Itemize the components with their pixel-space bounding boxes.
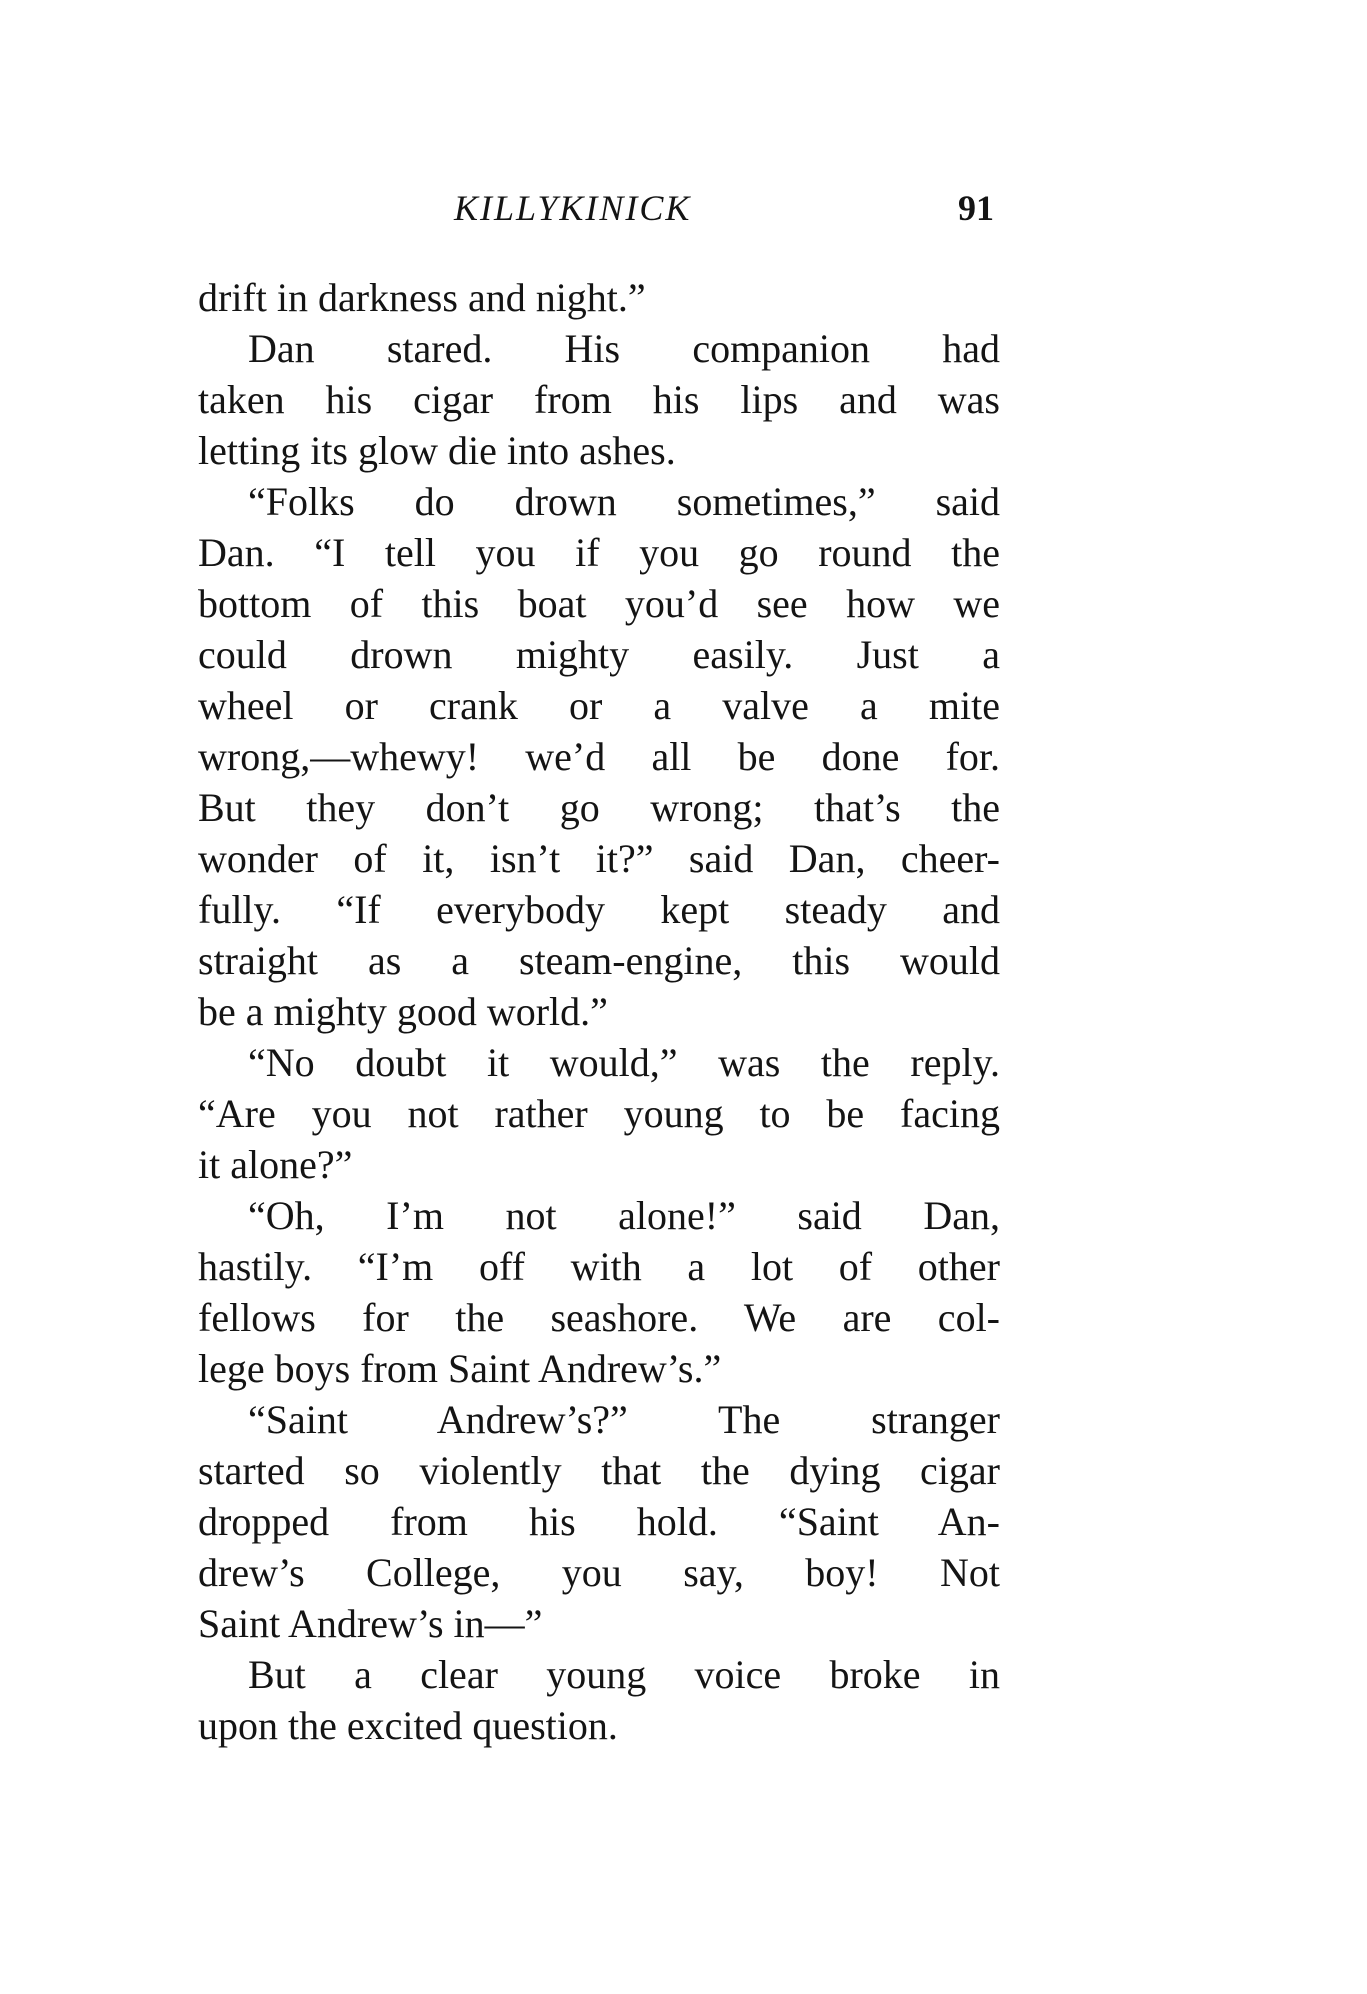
text-line: Dan stared. His companion had (248, 326, 1000, 371)
text-line: wrong,—whewy! we’d all be done for. (198, 734, 1000, 779)
paragraph (198, 272, 1000, 323)
text-line: straight as a steam-engine, this would (198, 938, 1000, 983)
text-line: drew’s College, you say, boy! Not (198, 1550, 1000, 1595)
text-line: But a clear young voice broke in (248, 1652, 1000, 1697)
text-line: “Are you not rather young to be facing (198, 1091, 1000, 1136)
text-line: it alone?” (198, 1142, 353, 1187)
text-line: letting its glow die into ashes. (198, 428, 676, 473)
text-line: Saint Andrew’s in—” (198, 1601, 543, 1646)
text-line: hastily. “I’m off with a lot of other (198, 1244, 1000, 1289)
paragraph (198, 323, 1000, 476)
text-line: wheel or crank or a valve a mite (198, 683, 1000, 728)
text-line: fully. “If everybody kept steady and (198, 887, 1000, 932)
text-line: be a mighty good world.” (198, 989, 608, 1034)
text-line: lege boys from Saint Andrew’s.” (198, 1346, 722, 1391)
text-line: could drown mighty easily. Just a (198, 632, 1000, 677)
text-line: dropped from his hold. “Saint An- (198, 1499, 1000, 1544)
text-line: “Oh, I’m not alone!” said Dan, (248, 1193, 1000, 1238)
text-line: upon the excited question. (198, 1703, 618, 1748)
paragraph (198, 476, 1000, 1037)
text-line: But they don’t go wrong; that’s the (198, 785, 1000, 830)
paragraph (198, 1649, 1000, 1751)
text-line: “No doubt it would,” was the reply. (248, 1040, 1000, 1085)
paragraph (198, 1394, 1000, 1649)
text-line: started so violently that the dying cigar (198, 1448, 1000, 1493)
text-line: drift in darkness and night.” (198, 275, 646, 320)
body-text (198, 272, 1000, 1751)
page-header (0, 183, 1367, 233)
text-line: wonder of it, isn’t it?” said Dan, cheer- (198, 836, 1000, 881)
paragraph (198, 1190, 1000, 1394)
text-line: taken his cigar from his lips and was (198, 377, 1000, 422)
text-line: “Folks do drown sometimes,” said (248, 479, 1000, 524)
text-line: Dan. “I tell you if you go round the (198, 530, 1000, 575)
running-head: KILLYKINICK (454, 188, 692, 228)
page-number: 91 (958, 188, 994, 228)
text-line: bottom of this boat you’d see how we (198, 581, 1000, 626)
paragraph (198, 1037, 1000, 1190)
text-line: fellows for the seashore. We are col- (198, 1295, 1000, 1340)
text-line: “Saint Andrew’s?” The stranger (248, 1397, 1000, 1442)
